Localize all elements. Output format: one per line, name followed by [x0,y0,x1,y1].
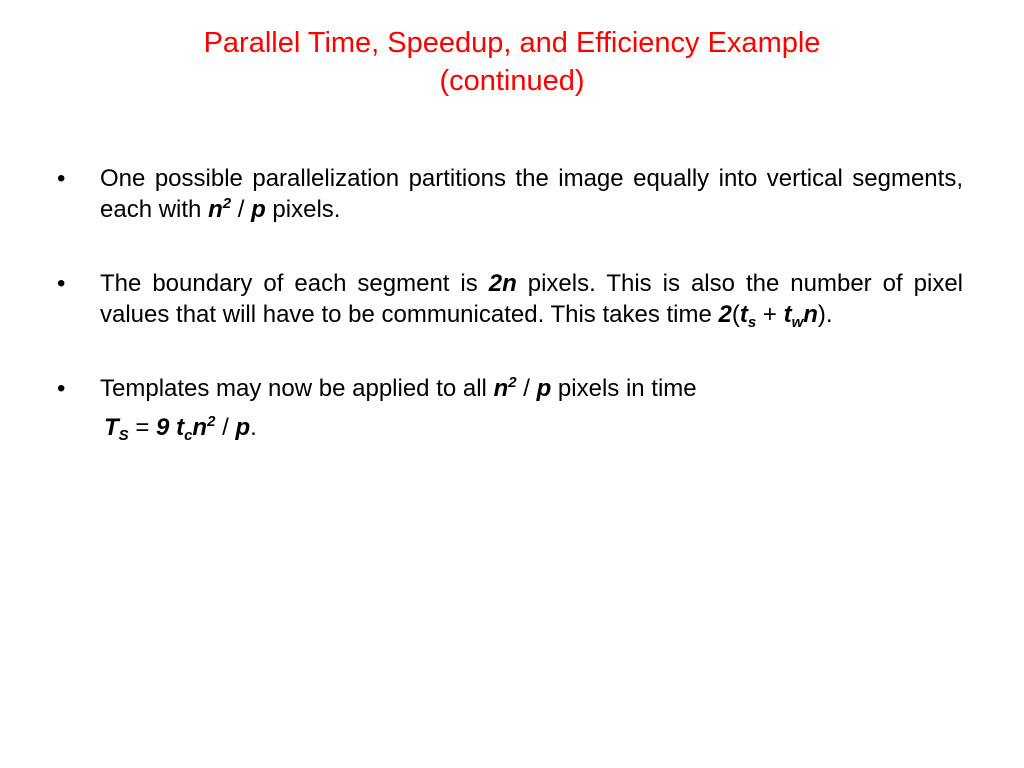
bullet-marker: • [57,375,66,402]
slide-title-line-2: (continued) [439,65,585,97]
bullet-marker: • [57,165,66,192]
bullet-item-templates [57,373,963,443]
superscript-2: 2 [222,195,232,212]
divide-symbol: / [215,414,236,441]
formula-period: . [250,414,257,441]
variable-p: p [251,196,266,223]
bullet-item-parallelization [57,163,963,225]
variable-p: p [536,375,552,402]
superscript-2: 2 [207,413,216,430]
variable-t: t [739,301,748,328]
plus-symbol: + [756,301,784,328]
divide-symbol: / [231,196,252,223]
bullet-text-end: pixels. [265,196,341,223]
expression-2n: 2n [488,270,517,297]
open-paren: ( [731,301,740,328]
bullet-marker: • [57,270,66,297]
variable-n: n [208,196,223,223]
bullet-text-end: pixels in time [551,375,697,402]
equals-symbol: = [128,414,157,441]
variable-p: p [235,414,251,441]
subscript-s: s [747,314,757,331]
variable-n: n [493,375,509,402]
slide-title [0,24,1024,100]
bullet-text: The boundary of each segment is [100,270,489,297]
divide-symbol: / [516,375,537,402]
coefficient-2: 2 [718,301,732,328]
subscript-w: w [791,314,804,331]
coefficient-9-t: 9 t [156,414,185,441]
close-paren: ). [817,301,833,328]
bullet-list [57,163,963,443]
superscript-2: 2 [508,374,517,391]
variable-n: n [192,414,208,441]
variable-t: t [783,301,792,328]
subscript-S: S [118,427,129,444]
bullet-text: Templates may now be applied to all [100,375,494,402]
variable-T: T [104,414,119,441]
bullet-item-boundary [57,268,963,330]
bullet-text-continued: pixels. This is also the number of pixel values that will have to be communicated. This takes time [100,270,963,328]
subscript-c: c [184,427,193,444]
bullet-text: One possible parallelization partitions the image equally into vertical segments, each with [100,165,963,223]
slide-title-line-1: Parallel Time, Speedup, and Efficiency Example [203,27,821,59]
variable-n: n [803,301,818,328]
sequential-time-formula [100,412,963,443]
